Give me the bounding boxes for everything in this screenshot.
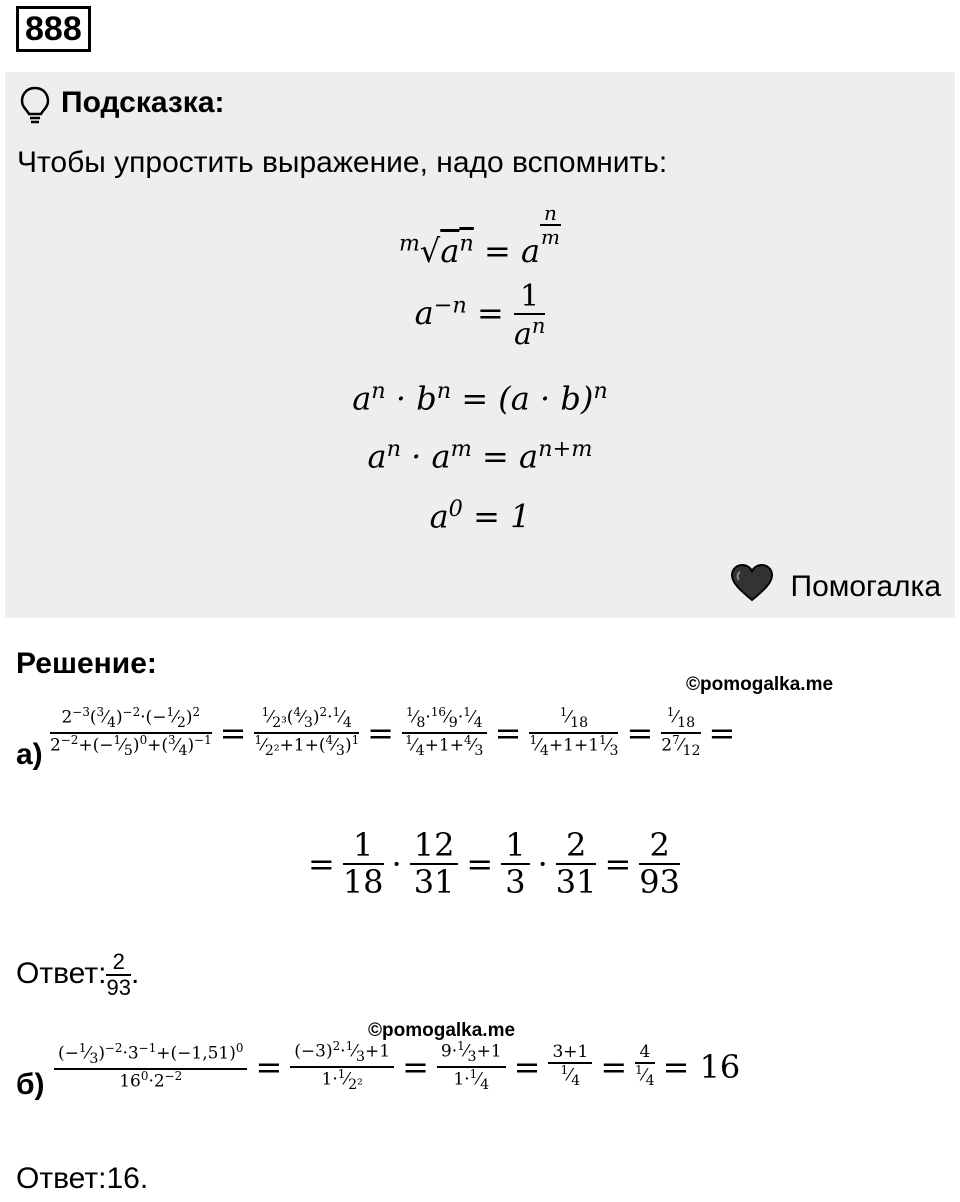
- answer-b-value: 16.: [106, 1162, 149, 1195]
- hint-title: Подсказка:: [61, 86, 225, 119]
- formula-root: $^m√a^n = a$ $\frac{n}{m}$: [399, 201, 560, 270]
- answer-a-denominator: 93: [106, 975, 131, 1001]
- lightbulb-icon: [20, 86, 50, 131]
- part-a-continuation: = $\frac{1}{18}$ · $\frac{12}{31}$ = $\frac{1}{3}$ · $\frac{2}{31}$ = $\frac{2}{93}$: [308, 826, 681, 902]
- formula-zero-power: $a^0 = 1$: [429, 496, 531, 536]
- answer-a: [16, 950, 139, 1000]
- watermark: ©pomogalka.me: [686, 674, 834, 695]
- answer-a-period: .: [130, 957, 140, 991]
- heart-icon: [730, 570, 790, 603]
- answer-b: [16, 1162, 148, 1196]
- formula-power-sum: $a^n \cdot a^m = a^{n+m}$: [367, 436, 593, 476]
- part-a-label: а): [16, 738, 43, 771]
- part-a-expression: $\frac{2^{-3}(^3⁄_4)^{-2}\cdot(-^1⁄_2)^2}{2^{-2}+(-^1⁄_5)^0+(^3⁄_4)^{-1}}$ = $\frac{^1⁄_{2^3}(^4⁄_3)^2\cdot^1⁄_4}{^1⁄_{2^2}+1+(^4⁄_3)^1}$ = $\frac{^1⁄_8\cdot^{16}⁄_9\cdot^1⁄_4}{^1⁄_4+1+^4⁄_3}$ = $\frac{^1⁄_{18}}{^1⁄_4+1+1^1⁄_3}$ = $\frac{^1⁄_{18}}{2^7⁄_{12}}$ =: [50, 705, 736, 759]
- part-b-label: б): [16, 1068, 45, 1101]
- watermark: ©pomogalka.me: [368, 1020, 516, 1041]
- brand: [730, 564, 941, 604]
- formula-product-power: $a^n \cdot b^n = (a \cdot b)^n$: [352, 378, 608, 418]
- part-b-expression: $\frac{(-^1⁄_3)^{-2}\cdot 3^{-1}+(-1,51)^0}{16^0\cdot 2^{-2}}$ = $\frac{(-3)^2\cdot^1⁄_3+1}{1\cdot^1⁄_{2^2}}$ = $\frac{9\cdot^1⁄_3+1}{1\cdot^1⁄_4}$ = $\frac{3+1}{^1⁄_4}$ = $\frac{4}{^1⁄_4}$ = 16: [54, 1040, 748, 1093]
- solution-title: Решение:: [16, 647, 157, 680]
- exercise-number: 888: [16, 6, 91, 52]
- answer-label: Ответ:: [16, 957, 107, 991]
- answer-a-numerator: 2: [106, 950, 130, 976]
- hint-box: [5, 72, 955, 618]
- formula-negative-power: $a^{-n}$ = $\frac{1}{a^n}$: [414, 279, 546, 352]
- hint-text: Чтобы упростить выражение, надо вспомнить:: [17, 146, 668, 179]
- answer-label: Ответ:: [16, 1162, 107, 1195]
- brand-name: Помогалка: [790, 570, 941, 603]
